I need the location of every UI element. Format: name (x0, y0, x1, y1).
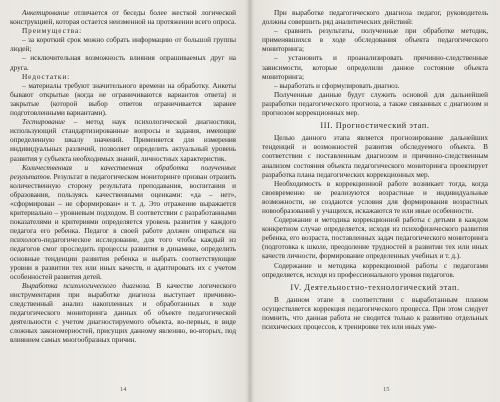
disadvantages-heading: Недостатки: (22, 71, 71, 81)
stage-3-heading: III. Прогностический этап. (320, 121, 430, 131)
testing-term: Тестирование (22, 117, 66, 127)
action-item-3: – выработать и сформулировать диагноз. (274, 80, 400, 90)
action-item-1: – сравнить результаты, полученные при обработке методик, применявшихся в ходе обследования объекта педагогического мониторинга; (262, 26, 488, 54)
testing-text: – метод наук психологической диагностики, использующий стандартизированные вопросы и задания, имеющие определенную шкалу значений. Применяется для измерения индивидуальных различий, позволяет определить актуальный уровень развития у субъекта необходимых знаний, личностных характеристик. (10, 117, 236, 163)
paragraph-stage-4: В данном этапе в соответствии с выработанным планом осуществляется коррекция педагогического процесса. При этом следует помнить, что данная работа не сводится только к развитию отдельных психических процессов, к тренировке тех или иных уме- (262, 294, 488, 332)
paragraph-data-basis: Полученные данные будут служить основой для дальнейшей разработки педагогического прогноза, а также связанных с диагнозом и прогнозом коррекционных мер. (262, 89, 488, 118)
advantage-item-2: – исключительная возможность влияния опрашиваемых друг на друга. (10, 53, 236, 72)
processing-term: Количественная и качественная обработка полученных результатов. (10, 162, 236, 181)
paragraph-diagnosis (10, 281, 236, 345)
page-number-right: 15 (383, 386, 390, 393)
processing-text: Результат в педагогическом мониторинге призван отразить количественную сторону результата преподавания, воспитания и образования, пользуясь качественными оценками: «да – нет», «сформирован – не сформирован» и т. д. Это отражение выражается критериально – уровневым подходом. В соответствии с разработанными показателями и критериями определяется уровень развития у каждого педагога его ребенка. Педагог в своей работе должен опираться на психолого-педагогическое исследование, для того чтобы каждый из педагогов смог проследить процессы развития в динамике, определить основные тенденции развития ребенка и выбрать соответствующие уровни в развитии тех или иных качеств, и адаптировать их с учетом особенностей развития детей. (10, 171, 236, 281)
advantage-item-1: – за короткий срок можно собрать информацию от большой группы людей; (10, 35, 236, 54)
page-number-left: 14 (120, 386, 127, 393)
left-page (10, 8, 236, 394)
advantages-heading: Преимущества: (22, 26, 83, 36)
book-gutter (247, 0, 253, 402)
paragraph-correction-children: Содержание и методика коррекционной работы с детьми в каждом конкретном случае определяется, исходя из психофизического развития ребенка, его возраста, поставленных задач педагогического мониторинга (подготовка к школе, преодоление трудностей в развитии тех или иных качеств личности, формирование определенных учебных и т. д.). (262, 215, 488, 261)
disadvantage-item-1: – материалы требуют значительного времени на обработку. Анкеты бывают открытые (когда не ограничиваются вариантов ответа) и закрытые (которой выбор ответов ограничивается заранее подготовленными вариантами). (10, 80, 236, 118)
stage-4-heading: IV. Деятельностно-технологический этап. (290, 282, 460, 292)
paragraph-correction-need: Необходимость в коррекционной работе возникает тогда, когда своевременно не реализуются возрастные и индивидуальные возможности, не создаются условия для формирования возрастных новообразований у учащихся, искажаются те или иные особенности. (262, 178, 488, 215)
diagnosis-term: Выработка психологического диагноза. (22, 280, 151, 290)
paragraph-diagnosis-actions: При выработке педагогического диагноза педагог, руководитель должны совершить ряд аналитических действий: (262, 8, 488, 27)
paragraph-testing (10, 117, 236, 162)
paragraph-questionnaire: Анкетирование отличается от беседы более жесткой логической конструкцией, которая остается неизменной на протяжении всего опроса. (10, 8, 236, 27)
paragraph-stage-3: Целью данного этапа является прогнозирование дальнейших тенденций и возможностей развития обследуемого объекта. В соответствии с поставленным диагнозом и причинно-следственным анализом состояния объекта педагогического мониторинга проектирует разработка плана педагогических коррекционных мер. (262, 133, 488, 179)
paragraph-processing (10, 163, 236, 281)
action-item-2: – установить и проанализировать причинно-следственные зависимости, которые определили данное состояние объекта мониторинга; (262, 53, 488, 81)
diagnosis-text: В качестве логического инструментария при выработке диагноза выступает причинно-следственный анализ накопленных и обработанных в ходе педагогического мониторинга данных об объекте педагогической деятельности с учетом диагностируемого объекта, во-первых, в виде сложных закономерностей, присущих данному явлению, во-вторых, под влиянием самых многообразных причин. (10, 280, 236, 345)
paragraph-correction-teachers: Содержание и методика коррекционной работы с педагогами определяется, исходя из профессионального уровня педагогов. (262, 260, 488, 279)
right-page (262, 8, 488, 394)
